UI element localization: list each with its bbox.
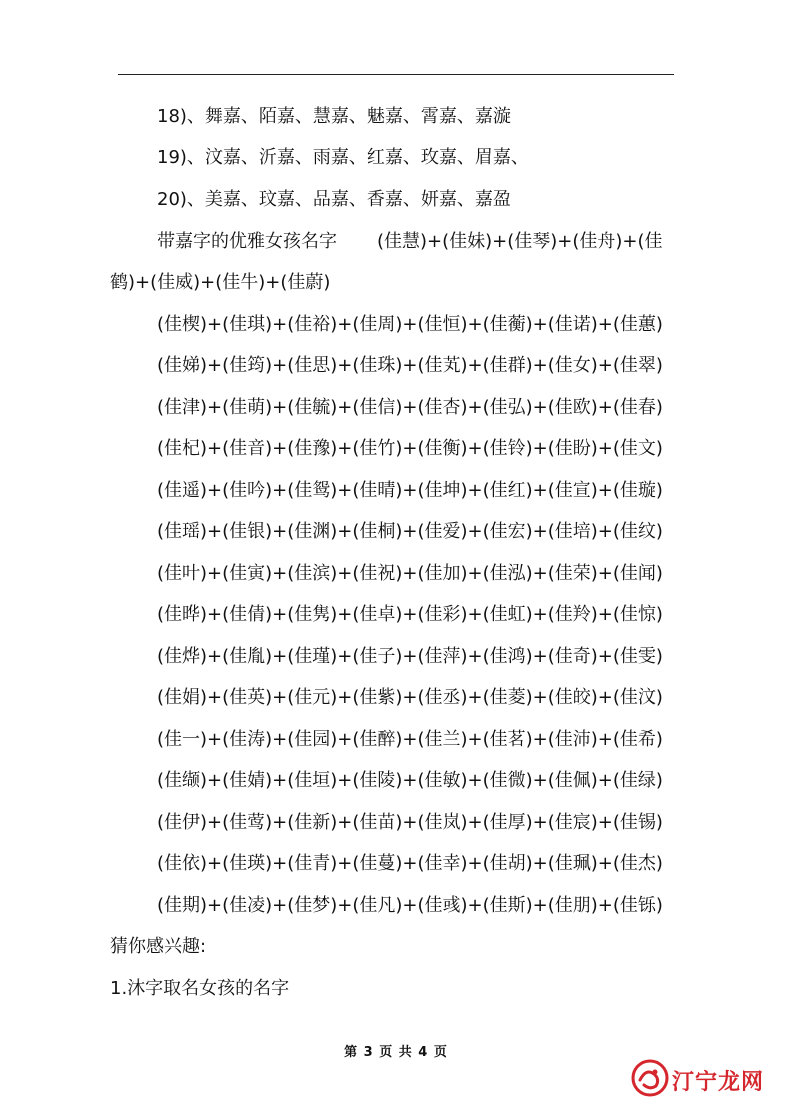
name-row: (佳伊)+(佳莺)+(佳新)+(佳苗)+(佳岚)+(佳厚)+(佳宸)+(佳锡) — [157, 812, 663, 833]
name-row: (佳晔)+(佳倩)+(佳隽)+(佳卓)+(佳彩)+(佳虹)+(佳羚)+(佳惊) — [157, 604, 663, 625]
name-row: (佳娣)+(佳筠)+(佳思)+(佳珠)+(佳芄)+(佳群)+(佳女)+(佳翠) — [157, 355, 663, 376]
name-row: (佳楔)+(佳琪)+(佳裕)+(佳周)+(佳恒)+(佳蘅)+(佳诺)+(佳蕙) — [157, 314, 663, 335]
name-list-line-18: 18)、舞嘉、陌嘉、慧嘉、魅嘉、霄嘉、嘉漩 — [157, 106, 511, 127]
dragon-circle-icon — [630, 1058, 670, 1098]
header-rule — [118, 74, 674, 75]
name-row: (佳娟)+(佳英)+(佳元)+(佳紫)+(佳丞)+(佳菱)+(佳皎)+(佳汶) — [157, 687, 663, 708]
section-intro-part-2: 鹤)+(佳威)+(佳牛)+(佳蔚) — [110, 272, 331, 293]
name-row: (佳叶)+(佳寅)+(佳滨)+(佳祝)+(佳加)+(佳泓)+(佳荣)+(佳闻) — [157, 563, 663, 584]
name-row: (佳烨)+(佳胤)+(佳瑾)+(佳子)+(佳萍)+(佳鸿)+(佳奇)+(佳雯) — [157, 646, 663, 667]
name-row: (佳遥)+(佳吟)+(佳鸳)+(佳晴)+(佳坤)+(佳红)+(佳宣)+(佳璇) — [157, 480, 663, 501]
section-heading-line — [157, 230, 737, 254]
guess-you-like-label: 猜你感兴趣: — [110, 936, 207, 957]
name-row: (佳一)+(佳涛)+(佳园)+(佳醉)+(佳兰)+(佳茗)+(佳沛)+(佳希) — [157, 729, 663, 750]
name-list-line-19: 19)、汶嘉、沂嘉、雨嘉、红嘉、玫嘉、眉嘉、 — [157, 147, 529, 168]
name-row: (佳瑶)+(佳银)+(佳渊)+(佳桐)+(佳爱)+(佳宏)+(佳培)+(佳纹) — [157, 521, 663, 542]
name-row: (佳缬)+(佳婧)+(佳垣)+(佳陵)+(佳敏)+(佳微)+(佳佩)+(佳绿) — [157, 770, 663, 791]
watermark-logo — [630, 1055, 765, 1101]
related-article-link[interactable]: 1.沐字取名女孩的名字 — [110, 978, 290, 999]
name-row: (佳依)+(佳瑛)+(佳青)+(佳蔓)+(佳幸)+(佳胡)+(佳珮)+(佳杰) — [157, 853, 663, 874]
section-title: 带嘉字的优雅女孩名字 — [157, 231, 337, 252]
section-intro-part-1: (佳慧)+(佳妹)+(佳琴)+(佳舟)+(佳 — [377, 231, 663, 252]
page-footer: 第 3 页 共 4 页 — [344, 1045, 448, 1060]
name-row: (佳期)+(佳凌)+(佳梦)+(佳凡)+(佳彧)+(佳斯)+(佳朋)+(佳铄) — [157, 895, 663, 916]
name-row: (佳津)+(佳萌)+(佳毓)+(佳信)+(佳杏)+(佳弘)+(佳欧)+(佳春) — [157, 397, 663, 418]
watermark-text: 汀宁龙网 — [672, 1069, 765, 1095]
name-row: (佳杞)+(佳音)+(佳豫)+(佳竹)+(佳衡)+(佳铃)+(佳盼)+(佳文) — [157, 438, 663, 459]
name-list-line-20: 20)、美嘉、玟嘉、品嘉、香嘉、妍嘉、嘉盈 — [157, 189, 511, 210]
